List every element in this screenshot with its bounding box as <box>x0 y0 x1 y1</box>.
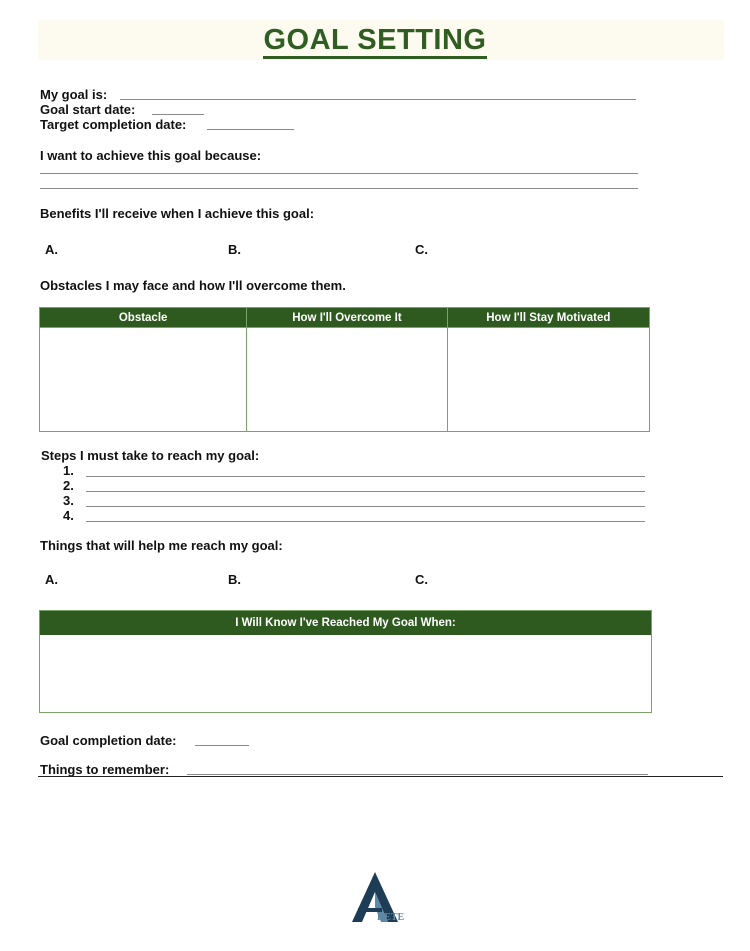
step-4-number: 4. <box>63 508 74 523</box>
obstacle-cell[interactable] <box>40 328 247 432</box>
start-date-label: Goal start date: <box>40 102 136 117</box>
step-1-number: 1. <box>63 463 74 478</box>
page-title: GOAL SETTING <box>0 20 750 60</box>
logo-text: RETE <box>377 912 405 923</box>
reached-goal-heading: I Will Know I've Reached My Goal When: <box>40 611 651 635</box>
helper-c: C. <box>415 572 428 587</box>
step-1-line[interactable] <box>86 476 645 477</box>
step-2-number: 2. <box>63 478 74 493</box>
obstacles-heading: Obstacles I may face and how I'll overcome them. <box>40 278 346 293</box>
target-date-label: Target completion date: <box>40 117 187 132</box>
benefit-a: A. <box>45 242 58 257</box>
remember-label: Things to remember: <box>40 762 170 777</box>
goal-line[interactable] <box>120 99 636 100</box>
helper-b: B. <box>228 572 241 587</box>
step-4-line[interactable] <box>86 521 645 522</box>
step-2-line[interactable] <box>86 491 645 492</box>
completion-date-line[interactable] <box>195 745 249 746</box>
reached-goal-box <box>39 610 652 713</box>
helper-a: A. <box>45 572 58 587</box>
step-3-number: 3. <box>63 493 74 508</box>
steps-heading: Steps I must take to reach my goal: <box>41 448 260 463</box>
benefits-heading: Benefits I'll receive when I achieve this goal: <box>40 206 315 221</box>
divider <box>38 776 723 777</box>
overcome-column-header: How I'll Overcome It <box>247 308 447 328</box>
remember-line[interactable] <box>187 774 648 775</box>
motivated-cell[interactable] <box>447 328 649 432</box>
obstacle-column-header: Obstacle <box>40 308 247 328</box>
goal-label: My goal is: <box>40 87 108 102</box>
target-date-line[interactable] <box>207 129 294 130</box>
motivated-column-header: How I'll Stay Motivated <box>447 308 649 328</box>
overcome-cell[interactable] <box>247 328 447 432</box>
arete-logo <box>348 870 410 928</box>
step-3-line[interactable] <box>86 506 645 507</box>
reason-line-1[interactable] <box>40 173 638 174</box>
benefit-b: B. <box>228 242 241 257</box>
start-date-line[interactable] <box>152 114 204 115</box>
reason-label: I want to achieve this goal because: <box>40 148 262 163</box>
benefit-c: C. <box>415 242 428 257</box>
helpers-heading: Things that will help me reach my goal: <box>40 538 283 553</box>
obstacles-table <box>39 307 650 432</box>
reason-line-2[interactable] <box>40 188 638 189</box>
completion-date-label: Goal completion date: <box>40 733 177 748</box>
reached-goal-area[interactable] <box>40 635 651 711</box>
